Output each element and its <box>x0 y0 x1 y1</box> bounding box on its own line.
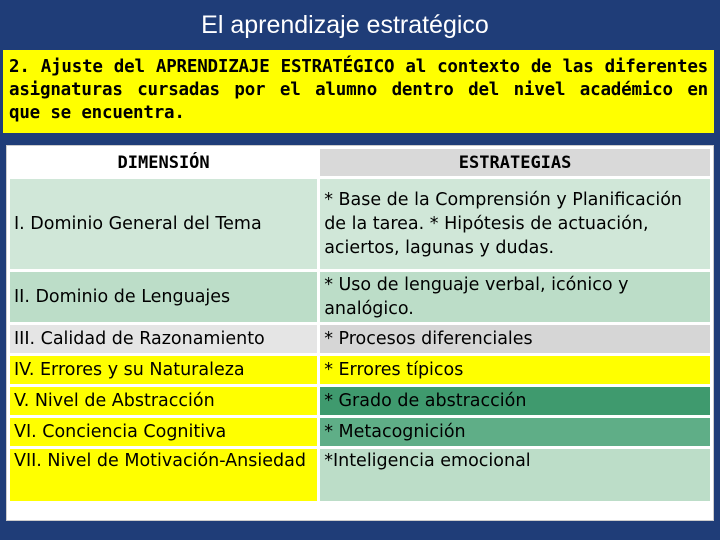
strategy-cell: * Base de la Comprensión y Planificación de la tarea. * Hipótesis de actuación, aciertos, lagunas y dudas. <box>320 179 710 269</box>
strategy-cell: * Uso de lenguaje verbal, icónico y analógico. <box>320 272 710 322</box>
dimension-header: DIMENSIÓN <box>10 149 317 176</box>
dimension-cell: VII. Nivel de Motivación-Ansiedad <box>10 449 317 501</box>
dimension-cell: V. Nivel de Abstracción <box>10 387 317 415</box>
table-row <box>10 418 710 446</box>
dimension-cell: I. Dominio General del Tema <box>10 179 317 269</box>
slide-title: El aprendizaje estratégico <box>201 10 489 39</box>
strategy-cell: * Procesos diferenciales <box>320 325 710 353</box>
strategy-cell: * Grado de abstracción <box>320 387 710 415</box>
table-row <box>10 449 710 501</box>
strategies-header: ESTRATEGIAS <box>320 149 710 176</box>
table-row <box>10 179 710 269</box>
dimension-cell: II. Dominio de Lenguajes <box>10 272 317 322</box>
table-row <box>10 272 710 322</box>
dimension-cell: IV. Errores y su Naturaleza <box>10 356 317 384</box>
table-row <box>10 325 710 353</box>
strategies-table <box>6 145 714 521</box>
dimension-cell: VI. Conciencia Cognitiva <box>10 418 317 446</box>
table-row <box>10 387 710 415</box>
dimension-cell: III. Calidad de Razonamiento <box>10 325 317 353</box>
strategy-cell: *Inteligencia emocional <box>320 449 710 501</box>
slide-subtitle: 2. Ajuste del APRENDIZAJE ESTRATÉGICO al contexto de las diferentes asignaturas cursadas por el alumno dentro del nivel académico en que se encuentra. <box>3 50 714 133</box>
strategy-cell: * Errores típicos <box>320 356 710 384</box>
table-header-row <box>10 149 710 176</box>
strategy-cell: * Metacognición <box>320 418 710 446</box>
table-row <box>10 356 710 384</box>
